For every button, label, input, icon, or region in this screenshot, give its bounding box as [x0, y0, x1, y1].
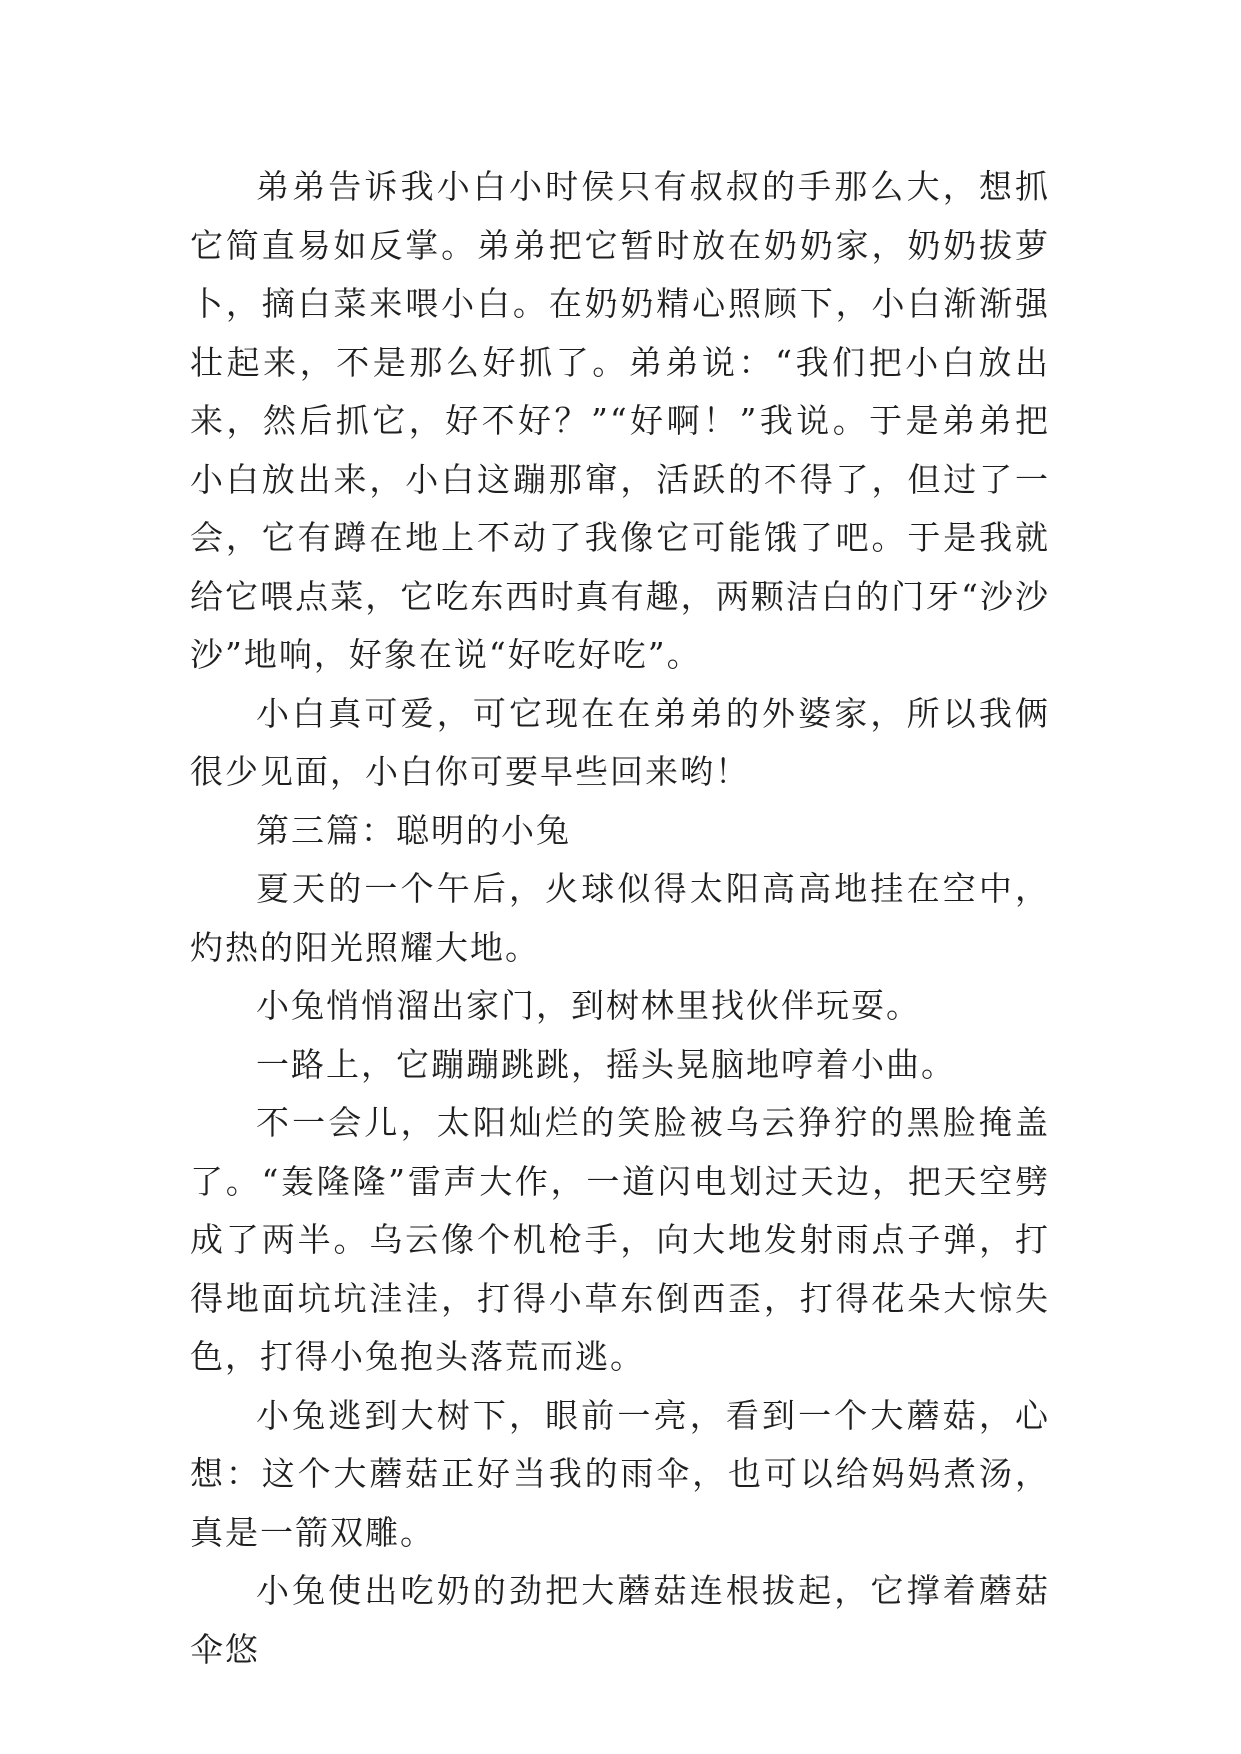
- paragraph-rabbit-xiaobai: 弟弟告诉我小白小时侯只有叔叔的手那么大，想抓它简直易如反掌。弟弟把它暂时放在奶奶家，奶奶拔萝卜，摘白菜来喂小白。在奶奶精心照顾下，小白渐渐强壮起来，不是那么好抓了。弟弟说：“我们把小白放出来，然后抓它，好不好？”“好啊！”我说。于是弟弟把小白放出来，小白这蹦那窜，活跃的不得了，但过了一会，它有蹲在地上不动了我像它可能饿了吧。于是我就给它喂点菜，它吃东西时真有趣，两颗洁白的门牙“沙沙沙”地响，好象在说“好吃好吃”。: [190, 167, 1050, 674]
- document-body: [190, 158, 1050, 1679]
- paragraph-on-the-way: 一路上，它蹦蹦跳跳，摇头晃脑地哼着小曲。: [256, 1044, 956, 1084]
- section-heading-third-article: 第三篇：聪明的小兔: [256, 810, 571, 850]
- paragraph-mushroom-umbrella: 小兔使出吃奶的劲把大蘑菇连根拔起，它撑着蘑菇伞悠: [190, 1571, 1050, 1669]
- paragraph-mushroom: 小兔逃到大树下，眼前一亮，看到一个大蘑菇，心想：这个大蘑菇正好当我的雨伞，也可以给妈妈煮汤，真是一箭双雕。: [190, 1395, 1050, 1552]
- paragraph-storm: 不一会儿，太阳灿烂的笑脸被乌云狰狞的黑脸掩盖了。“轰隆隆”雷声大作，一道闪电划过天边，把天空劈成了两半。乌云像个机枪手，向大地发射雨点子弹，打得地面坑坑洼洼，打得小草东倒西歪，打得花朵大惊失色，打得小兔抱头落荒而逃。: [190, 1103, 1050, 1376]
- paragraph-rabbit-leaves-home: 小兔悄悄溜出家门，到树林里找伙伴玩耍。: [256, 986, 921, 1025]
- paragraph-xiaobai-cute: 小白真可爱，可它现在在弟弟的外婆家，所以我俩很少见面，小白你可要早些回来哟！: [190, 693, 1050, 791]
- paragraph-summer-afternoon: 夏天的一个午后，火球似得太阳高高地挂在空中，灼热的阳光照耀大地。: [190, 869, 1050, 967]
